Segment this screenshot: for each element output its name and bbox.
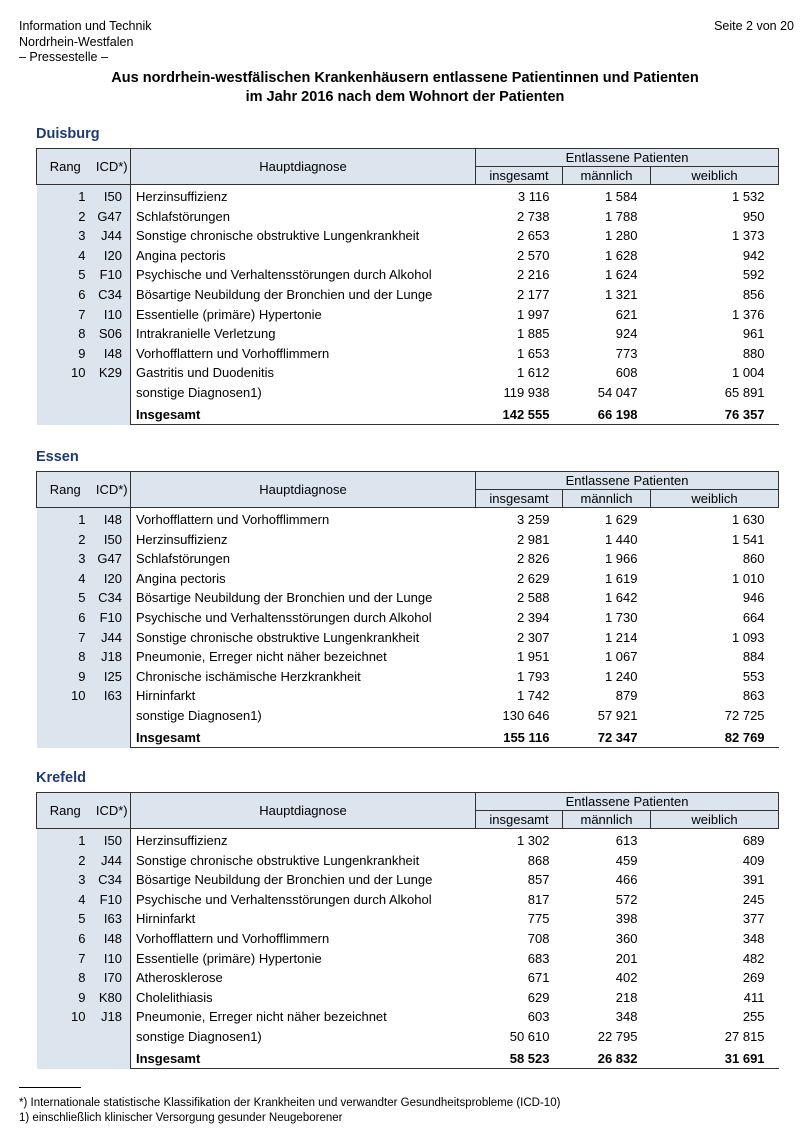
other-diagnoses-row xyxy=(37,383,779,403)
male-cell: 773 xyxy=(615,345,638,361)
table-row xyxy=(37,549,779,569)
female-cell: 411 xyxy=(743,989,765,1005)
icd-code-cell: I20 xyxy=(94,569,131,589)
other-total: 119 938 xyxy=(503,384,550,400)
female-cell: 946 xyxy=(742,590,765,606)
rank-cell: 4 xyxy=(37,569,94,589)
icd-code-cell: C34 xyxy=(94,285,131,305)
total-cell: 683 xyxy=(527,950,550,966)
icd-code-cell: I63 xyxy=(94,909,131,929)
rank-cell-empty xyxy=(37,405,94,425)
total-cell: 2 981 xyxy=(516,531,550,547)
rank-cell-empty xyxy=(37,728,94,748)
other-male: 54 047 xyxy=(597,384,638,400)
icd-code-cell: C34 xyxy=(94,870,131,890)
total-cell: 868 xyxy=(527,852,550,868)
female-cell: 961 xyxy=(742,326,765,342)
icd-code-cell: F10 xyxy=(94,608,131,628)
male-cell: 398 xyxy=(615,911,638,927)
table-row xyxy=(37,686,779,706)
icd-code-cell: J44 xyxy=(94,851,131,871)
diagnosis-cell: Vorhofflattern und Vorhofflimmern xyxy=(136,930,330,946)
rank-cell: 1 xyxy=(37,829,94,851)
other-total: 130 646 xyxy=(502,707,550,723)
rank-cell: 9 xyxy=(37,988,94,1008)
icd-code-cell: J18 xyxy=(94,1007,131,1027)
grand-total: 142 555 xyxy=(476,405,563,425)
total-cell: 817 xyxy=(527,891,550,907)
rank-cell-empty xyxy=(37,1049,94,1069)
other-male: 57 921 xyxy=(597,707,638,723)
table-row xyxy=(37,851,779,871)
org-header xyxy=(19,19,152,66)
col-header-icd: ICD*) xyxy=(94,793,131,829)
table-row xyxy=(37,324,779,344)
grand-female: 76 357 xyxy=(651,405,779,425)
col-header-maennlich: männlich xyxy=(563,490,651,508)
female-cell: 255 xyxy=(742,1009,765,1025)
icd-code-cell: S06 xyxy=(94,324,131,344)
icd-code-cell: G47 xyxy=(94,207,131,227)
diagnosis-cell: Herzinsuffizienz xyxy=(136,189,228,204)
diagnosis-table xyxy=(36,148,779,425)
male-cell: 572 xyxy=(615,891,638,907)
diagnosis-cell: Vorhofflattern und Vorhofflimmern xyxy=(136,512,330,527)
diagnosis-cell: Hirninfarkt xyxy=(136,688,196,704)
female-cell: 245 xyxy=(742,891,765,907)
diagnosis-cell: Chronische ischämische Herzkrankheit xyxy=(136,668,361,684)
male-cell: 1 584 xyxy=(604,189,638,204)
icd-cell-empty xyxy=(94,728,131,748)
female-cell: 884 xyxy=(742,649,765,665)
icd-code-cell: I50 xyxy=(94,185,131,207)
table-row xyxy=(37,608,779,628)
female-cell: 1 630 xyxy=(731,512,765,527)
male-cell: 1 619 xyxy=(604,570,638,586)
total-cell: 671 xyxy=(527,970,550,986)
icd-code-cell: I10 xyxy=(94,305,131,325)
total-cell: 1 653 xyxy=(516,345,550,361)
other-female: 27 815 xyxy=(724,1028,765,1044)
icd-code-cell: F10 xyxy=(94,265,131,285)
icd-code-cell: K80 xyxy=(94,988,131,1008)
female-cell: 409 xyxy=(742,852,765,868)
grand-male: 72 347 xyxy=(563,728,651,748)
icd-code-cell: J18 xyxy=(94,647,131,667)
diagnosis-cell: Sonstige chronische obstruktive Lungenkrankheit xyxy=(136,629,420,645)
total-cell: 1 612 xyxy=(516,365,550,381)
rank-cell-empty xyxy=(37,706,94,726)
icd-code-cell: J44 xyxy=(94,628,131,648)
diagnosis-cell: Pneumonie, Erreger nicht näher bezeichnet xyxy=(136,1009,387,1025)
total-cell: 1 742 xyxy=(516,688,550,704)
table-row xyxy=(37,829,779,851)
female-cell: 553 xyxy=(742,668,765,684)
total-cell: 2 570 xyxy=(516,247,550,263)
table-row xyxy=(37,508,779,530)
diagnosis-cell: Psychische und Verhaltensstörungen durch Alkohol xyxy=(136,609,432,625)
icd-code-cell: F10 xyxy=(94,890,131,910)
rank-cell: 7 xyxy=(37,305,94,325)
table-row xyxy=(37,949,779,969)
diagnosis-cell: Bösartige Neubildung der Bronchien und der Lunge xyxy=(136,286,433,302)
female-cell: 1 004 xyxy=(731,365,765,381)
col-header-icd: ICD*) xyxy=(94,472,131,508)
table-row xyxy=(37,890,779,910)
col-header-rang: Rang xyxy=(37,793,94,829)
total-cell: 2 653 xyxy=(516,228,550,244)
section-krefeld xyxy=(36,768,778,1069)
table-row xyxy=(37,530,779,550)
female-cell: 860 xyxy=(742,551,765,567)
rank-cell: 6 xyxy=(37,608,94,628)
col-header-insgesamt: insgesamt xyxy=(476,811,563,829)
female-cell: 950 xyxy=(742,208,765,224)
table-row xyxy=(37,988,779,1008)
col-header-weiblich: weiblich xyxy=(651,490,779,508)
rank-cell: 8 xyxy=(37,324,94,344)
grand-total: 155 116 xyxy=(476,728,563,748)
male-cell: 1 321 xyxy=(604,286,638,302)
female-cell: 482 xyxy=(742,950,765,966)
other-diagnoses-label: sonstige Diagnosen1) xyxy=(136,1028,262,1044)
male-cell: 218 xyxy=(615,989,638,1005)
rank-cell: 5 xyxy=(37,265,94,285)
total-cell: 1 302 xyxy=(516,833,550,848)
diagnosis-cell: Schlafstörungen xyxy=(136,551,230,567)
icd-code-cell: I50 xyxy=(94,829,131,851)
icd-code-cell: I50 xyxy=(94,530,131,550)
other-diagnoses-label: sonstige Diagnosen1) xyxy=(136,707,262,723)
org-line-2: Nordrhein-Westfalen xyxy=(19,34,134,49)
rank-cell: 2 xyxy=(37,851,94,871)
col-header-entlassene: Entlassene Patienten xyxy=(476,472,779,490)
total-cell: 629 xyxy=(527,989,550,1005)
rank-cell: 2 xyxy=(37,207,94,227)
icd-code-cell: I48 xyxy=(94,344,131,364)
icd-cell-empty xyxy=(94,383,131,403)
rank-cell: 1 xyxy=(37,185,94,207)
total-cell: 708 xyxy=(527,930,550,946)
female-cell: 856 xyxy=(742,286,765,302)
diagnosis-cell: Bösartige Neubildung der Bronchien und der Lunge xyxy=(136,590,433,606)
male-cell: 1 788 xyxy=(604,208,638,224)
female-cell: 592 xyxy=(742,267,765,283)
female-cell: 1 093 xyxy=(731,629,765,645)
male-cell: 924 xyxy=(615,326,638,342)
diagnosis-cell: Psychische und Verhaltensstörungen durch Alkohol xyxy=(136,267,432,283)
icd-code-cell: I48 xyxy=(94,929,131,949)
male-cell: 1 624 xyxy=(604,267,638,283)
female-cell: 1 376 xyxy=(731,306,765,322)
table-row xyxy=(37,363,779,383)
total-cell: 775 xyxy=(527,911,550,927)
total-cell: 3 116 xyxy=(517,189,550,204)
table-row xyxy=(37,1007,779,1027)
col-header-rang: Rang xyxy=(37,149,94,185)
total-row xyxy=(37,728,779,748)
other-diagnoses-label: sonstige Diagnosen1) xyxy=(136,384,262,400)
rank-cell: 6 xyxy=(37,285,94,305)
table-row xyxy=(37,207,779,227)
table-row xyxy=(37,569,779,589)
total-cell: 2 738 xyxy=(516,208,550,224)
female-cell: 377 xyxy=(742,911,765,927)
other-diagnoses-row xyxy=(37,706,779,726)
icd-cell-empty xyxy=(94,405,131,425)
icd-code-cell: I25 xyxy=(94,667,131,687)
title-line-1: Aus nordrhein-westfälischen Krankenhäusern entlassene Patientinnen und Patienten xyxy=(111,70,699,86)
diagnosis-table xyxy=(36,792,779,1069)
city-title: Essen xyxy=(36,449,79,465)
icd-cell-empty xyxy=(94,1027,131,1047)
table-row xyxy=(37,305,779,325)
total-cell: 1 997 xyxy=(516,306,550,322)
male-cell: 1 730 xyxy=(604,609,638,625)
female-cell: 1 010 xyxy=(731,570,765,586)
section-essen xyxy=(36,447,778,748)
total-cell: 2 588 xyxy=(516,590,550,606)
male-cell: 348 xyxy=(615,1009,638,1025)
icd-code-cell: I20 xyxy=(94,246,131,266)
other-female: 65 891 xyxy=(724,384,765,400)
total-cell: 2 394 xyxy=(516,609,550,625)
footnote-divider xyxy=(19,1087,81,1088)
male-cell: 1 280 xyxy=(604,228,638,244)
diagnosis-cell: Herzinsuffizienz xyxy=(136,531,228,547)
total-cell: 1 951 xyxy=(516,649,550,665)
col-header-icd: ICD*) xyxy=(94,149,131,185)
female-cell: 348 xyxy=(742,930,765,946)
rank-cell: 8 xyxy=(37,968,94,988)
female-cell: 664 xyxy=(742,609,765,625)
male-cell: 1 240 xyxy=(604,668,638,684)
table-row xyxy=(37,285,779,305)
rank-cell: 10 xyxy=(37,686,94,706)
table-row xyxy=(37,647,779,667)
male-cell: 879 xyxy=(615,688,638,704)
total-cell: 3 259 xyxy=(516,512,550,527)
grand-male: 26 832 xyxy=(563,1049,651,1069)
female-cell: 391 xyxy=(742,872,765,888)
section-duisburg xyxy=(36,124,778,425)
diagnosis-cell: Hirninfarkt xyxy=(136,911,196,927)
female-cell: 1 541 xyxy=(731,531,765,547)
icd-code-cell: J44 xyxy=(94,226,131,246)
table-row xyxy=(37,929,779,949)
rank-cell: 5 xyxy=(37,909,94,929)
total-cell: 1 793 xyxy=(516,668,550,684)
diagnosis-table xyxy=(36,471,779,748)
icd-code-cell: I48 xyxy=(94,508,131,530)
grand-total: 58 523 xyxy=(476,1049,563,1069)
col-header-hauptdiagnose: Hauptdiagnose xyxy=(131,793,476,829)
diagnosis-cell: Atherosklerose xyxy=(136,970,223,986)
diagnosis-cell: Schlafstörungen xyxy=(136,208,230,224)
table-row xyxy=(37,628,779,648)
other-male: 22 795 xyxy=(597,1028,638,1044)
male-cell: 1 440 xyxy=(604,531,638,547)
icd-code-cell: I10 xyxy=(94,949,131,969)
table-row xyxy=(37,265,779,285)
rank-cell: 3 xyxy=(37,870,94,890)
other-female: 72 725 xyxy=(724,707,765,723)
rank-cell: 7 xyxy=(37,949,94,969)
diagnosis-cell: Bösartige Neubildung der Bronchien und der Lunge xyxy=(136,872,433,888)
total-label: Insgesamt xyxy=(131,728,476,748)
table-row xyxy=(37,185,779,207)
diagnosis-cell: Essentielle (primäre) Hypertonie xyxy=(136,950,322,966)
total-cell: 2 307 xyxy=(516,629,550,645)
icd-cell-empty xyxy=(94,706,131,726)
rank-cell: 3 xyxy=(37,226,94,246)
total-cell: 1 885 xyxy=(516,326,550,342)
rank-cell: 10 xyxy=(37,363,94,383)
diagnosis-cell: Sonstige chronische obstruktive Lungenkrankheit xyxy=(136,852,420,868)
icd-code-cell: G47 xyxy=(94,549,131,569)
rank-cell: 4 xyxy=(37,246,94,266)
female-cell: 689 xyxy=(742,833,765,848)
col-header-maennlich: männlich xyxy=(563,167,651,185)
footnote-newborns: 1) einschließlich klinischer Versorgung gesunder Neugeborener xyxy=(19,1112,343,1124)
male-cell: 1 966 xyxy=(604,551,638,567)
female-cell: 880 xyxy=(742,345,765,361)
city-title: Duisburg xyxy=(36,126,100,142)
table-row xyxy=(37,226,779,246)
diagnosis-cell: Herzinsuffizienz xyxy=(136,833,228,848)
icd-code-cell: I63 xyxy=(94,686,131,706)
diagnosis-cell: Cholelithiasis xyxy=(136,989,213,1005)
page-title xyxy=(0,69,810,107)
diagnosis-cell: Angina pectoris xyxy=(136,247,226,263)
footnote-icd: *) Internationale statistische Klassifikation der Krankheiten und verwandter Gesundheitsprobleme (ICD-10) xyxy=(19,1097,561,1109)
table-row xyxy=(37,909,779,929)
rank-cell-empty xyxy=(37,383,94,403)
grand-male: 66 198 xyxy=(563,405,651,425)
icd-code-cell: I70 xyxy=(94,968,131,988)
male-cell: 608 xyxy=(615,365,638,381)
rank-cell: 5 xyxy=(37,588,94,608)
male-cell: 360 xyxy=(615,930,638,946)
total-cell: 2 177 xyxy=(516,286,550,302)
male-cell: 1 628 xyxy=(604,247,638,263)
rank-cell: 8 xyxy=(37,647,94,667)
org-line-3: – Pressestelle – xyxy=(19,50,108,64)
other-total: 50 610 xyxy=(509,1028,550,1044)
grand-female: 31 691 xyxy=(651,1049,779,1069)
rank-cell: 10 xyxy=(37,1007,94,1027)
rank-cell: 4 xyxy=(37,890,94,910)
total-cell: 857 xyxy=(527,872,550,888)
female-cell: 863 xyxy=(742,688,765,704)
male-cell: 1 642 xyxy=(604,590,638,606)
diagnosis-cell: Vorhofflattern und Vorhofflimmern xyxy=(136,345,330,361)
rank-cell: 1 xyxy=(37,508,94,530)
col-header-hauptdiagnose: Hauptdiagnose xyxy=(131,149,476,185)
rank-cell: 3 xyxy=(37,549,94,569)
diagnosis-cell: Psychische und Verhaltensstörungen durch Alkohol xyxy=(136,891,432,907)
diagnosis-cell: Intrakranielle Verletzung xyxy=(136,326,276,342)
title-line-2: im Jahr 2016 nach dem Wohnort der Patienten xyxy=(245,89,565,105)
rank-cell: 9 xyxy=(37,667,94,687)
total-row xyxy=(37,1049,779,1069)
col-header-maennlich: männlich xyxy=(563,811,651,829)
female-cell: 1 532 xyxy=(731,189,765,204)
total-row xyxy=(37,405,779,425)
col-header-hauptdiagnose: Hauptdiagnose xyxy=(131,472,476,508)
total-cell: 2 826 xyxy=(516,551,550,567)
col-header-insgesamt: insgesamt xyxy=(476,490,563,508)
total-cell: 2 216 xyxy=(516,267,550,283)
female-cell: 1 373 xyxy=(731,228,765,244)
total-label: Insgesamt xyxy=(131,1049,476,1069)
male-cell: 1 067 xyxy=(604,649,638,665)
table-row xyxy=(37,246,779,266)
col-header-weiblich: weiblich xyxy=(651,167,779,185)
total-label: Insgesamt xyxy=(131,405,476,425)
col-header-entlassene: Entlassene Patienten xyxy=(476,793,779,811)
col-header-entlassene: Entlassene Patienten xyxy=(476,149,779,167)
diagnosis-cell: Sonstige chronische obstruktive Lungenkrankheit xyxy=(136,228,420,244)
col-header-weiblich: weiblich xyxy=(651,811,779,829)
grand-female: 82 769 xyxy=(651,728,779,748)
total-cell: 603 xyxy=(527,1009,550,1025)
col-header-rang: Rang xyxy=(37,472,94,508)
org-line-1: Information und Technik xyxy=(19,19,152,33)
female-cell: 269 xyxy=(742,970,765,986)
col-header-insgesamt: insgesamt xyxy=(476,167,563,185)
rank-cell: 7 xyxy=(37,628,94,648)
rank-cell-empty xyxy=(37,1027,94,1047)
diagnosis-cell: Gastritis und Duodenitis xyxy=(136,365,275,381)
male-cell: 201 xyxy=(615,950,638,966)
male-cell: 1 629 xyxy=(604,512,638,527)
male-cell: 613 xyxy=(615,833,638,848)
icd-code-cell: K29 xyxy=(94,363,131,383)
rank-cell: 9 xyxy=(37,344,94,364)
diagnosis-cell: Essentielle (primäre) Hypertonie xyxy=(136,306,322,322)
female-cell: 942 xyxy=(742,247,765,263)
other-diagnoses-row xyxy=(37,1027,779,1047)
page-indicator: Seite 2 von 20 xyxy=(714,19,794,33)
icd-code-cell: C34 xyxy=(94,588,131,608)
table-row xyxy=(37,968,779,988)
male-cell: 402 xyxy=(615,970,638,986)
table-row xyxy=(37,870,779,890)
total-cell: 2 629 xyxy=(516,570,550,586)
table-row xyxy=(37,667,779,687)
table-row xyxy=(37,588,779,608)
male-cell: 459 xyxy=(615,852,638,868)
diagnosis-cell: Angina pectoris xyxy=(136,570,226,586)
table-row xyxy=(37,344,779,364)
icd-cell-empty xyxy=(94,1049,131,1069)
male-cell: 1 214 xyxy=(604,629,638,645)
male-cell: 466 xyxy=(615,872,638,888)
rank-cell: 6 xyxy=(37,929,94,949)
rank-cell: 2 xyxy=(37,530,94,550)
diagnosis-cell: Pneumonie, Erreger nicht näher bezeichnet xyxy=(136,649,387,665)
city-title: Krefeld xyxy=(36,770,86,786)
male-cell: 621 xyxy=(615,306,638,322)
